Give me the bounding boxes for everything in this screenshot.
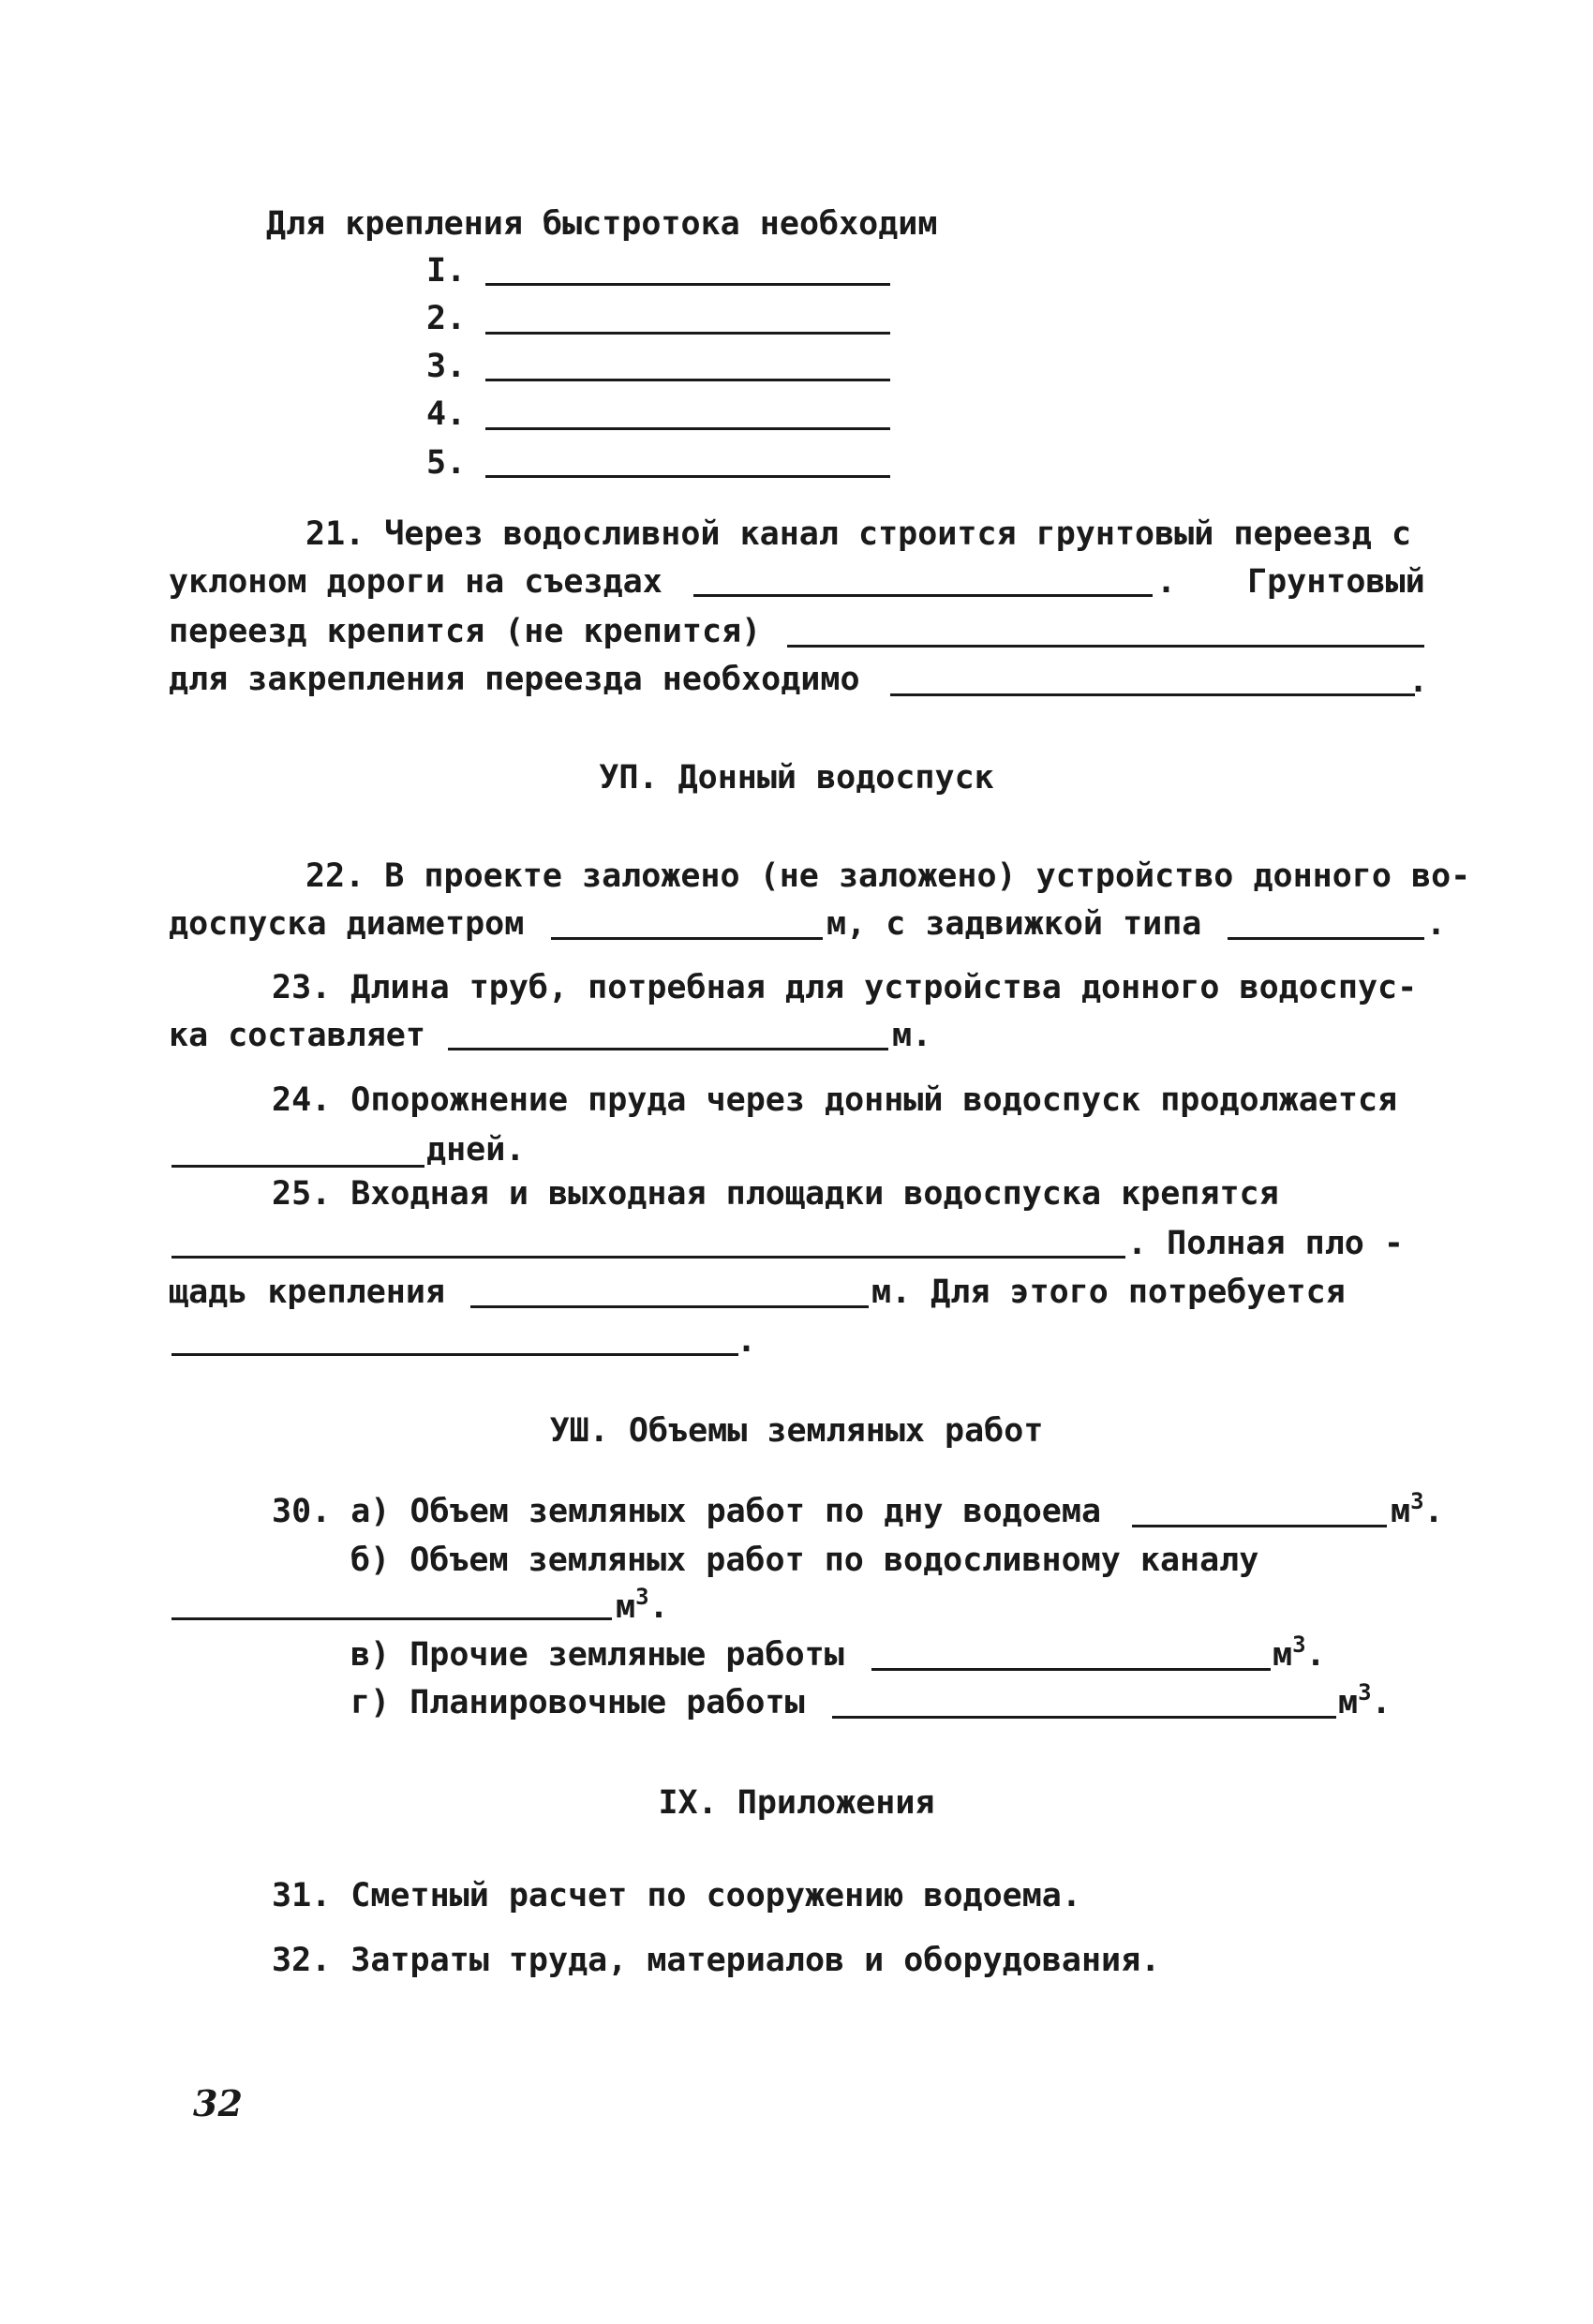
blank-line[interactable] xyxy=(485,427,890,430)
blank-line[interactable] xyxy=(171,1256,1125,1259)
blank-line[interactable] xyxy=(171,1617,612,1620)
unit: м xyxy=(616,1588,636,1626)
item-22-line-1: 22. В проекте заложено (не заложено) устройство донного во- xyxy=(305,857,1471,895)
item-21-text: Грунтовый xyxy=(1247,563,1425,601)
item-25-period: . xyxy=(737,1322,757,1360)
unit: м xyxy=(1391,1493,1411,1530)
item-23-unit: м. xyxy=(892,1017,932,1054)
list-intro: Для крепления быстротока необходим xyxy=(266,205,938,243)
item-25-line-1: 25. Входная и выходная площадки водоспуска крепятся xyxy=(272,1175,1279,1213)
item-21-line-3: переезд крепится (не крепится) xyxy=(169,613,762,650)
item-22-period: . xyxy=(1426,905,1447,943)
item-30-b: б) Объем земляных работ по водосливному каналу xyxy=(350,1542,1259,1579)
blank-line[interactable] xyxy=(1228,937,1424,940)
blank-line[interactable] xyxy=(485,332,890,335)
item-30-v: в) Прочие земляные работы xyxy=(350,1636,844,1674)
item-24-line-1: 24. Опорожнение пруда через донный водоспуск продолжается xyxy=(272,1081,1398,1119)
blank-line[interactable] xyxy=(470,1305,869,1308)
item-21-period: . xyxy=(1156,563,1177,601)
item-32: 32. Затраты труда, материалов и оборудования. xyxy=(272,1942,1161,1979)
period: . xyxy=(1371,1684,1392,1721)
blank-line[interactable] xyxy=(448,1048,888,1050)
blank-line[interactable] xyxy=(171,1165,424,1168)
exponent: 3 xyxy=(1410,1488,1424,1514)
item-23-line-2: ка составляет xyxy=(169,1017,425,1054)
item-22-line-2: доспуска диаметром xyxy=(169,905,525,943)
item-25-line-3: щадь крепления xyxy=(169,1274,446,1311)
blank-line[interactable] xyxy=(787,645,1424,648)
blank-line[interactable] xyxy=(871,1668,1271,1671)
list-item-number: 3. xyxy=(426,348,467,385)
item-21-period: . xyxy=(1408,663,1429,700)
list-item-number: 4. xyxy=(426,395,467,433)
list-item-number: 5. xyxy=(426,444,467,482)
period: . xyxy=(1423,1493,1444,1530)
item-21-line-2 xyxy=(169,563,663,601)
section-heading: УП. Донный водоспуск xyxy=(599,759,994,797)
item-21-text: 21. Через водосливной канал строится грунтовый переезд с xyxy=(305,515,1412,553)
item-30-v-unit xyxy=(1273,1631,1326,1674)
period: . xyxy=(1305,1636,1326,1674)
exponent: 3 xyxy=(635,1584,649,1610)
item-22-text: м, с задвижкой типа xyxy=(826,905,1202,943)
item-30-a: 30. а) Объем земляных работ по дну водоема xyxy=(272,1493,1102,1530)
item-31: 31. Сметный расчет по сооружению водоема. xyxy=(272,1877,1081,1914)
list-item-number: 2. xyxy=(426,300,467,337)
item-30-g: г) Планировочные работы xyxy=(350,1684,805,1721)
item-23-line-1: 23. Длина труб, потребная для устройства донного водоспус- xyxy=(272,969,1418,1006)
item-24-text: дней. xyxy=(426,1131,526,1169)
section-heading: IX. Приложения xyxy=(658,1784,935,1822)
item-25-text: м. Для этого потребуется xyxy=(871,1274,1346,1311)
item-21-line-1 xyxy=(305,515,1426,553)
blank-line[interactable] xyxy=(485,379,890,381)
blank-line[interactable] xyxy=(551,937,823,940)
unit: м xyxy=(1338,1684,1359,1721)
exponent: 3 xyxy=(1358,1679,1372,1706)
section-heading: УШ. Объемы земляных работ xyxy=(549,1412,1044,1450)
item-21-text: уклоном дороги на съездах xyxy=(169,563,663,601)
unit: м xyxy=(1273,1636,1293,1674)
item-30-a-unit xyxy=(1391,1488,1444,1530)
item-30-g-unit xyxy=(1338,1679,1392,1721)
blank-line[interactable] xyxy=(832,1716,1336,1719)
item-25-text: . Полная пло - xyxy=(1127,1225,1405,1262)
blank-line[interactable] xyxy=(890,693,1415,696)
item-21-line-4: для закрепления переезда необходимо xyxy=(169,661,860,698)
period: . xyxy=(648,1588,669,1626)
exponent: 3 xyxy=(1292,1631,1306,1658)
blank-line[interactable] xyxy=(1132,1525,1387,1527)
list-item-number: I. xyxy=(426,252,467,290)
blank-line[interactable] xyxy=(485,283,890,286)
blank-line[interactable] xyxy=(693,594,1153,597)
page-number: 32 xyxy=(193,2082,243,2124)
blank-line[interactable] xyxy=(171,1353,738,1356)
blank-line[interactable] xyxy=(485,475,890,478)
item-30-b-unit xyxy=(616,1584,669,1626)
